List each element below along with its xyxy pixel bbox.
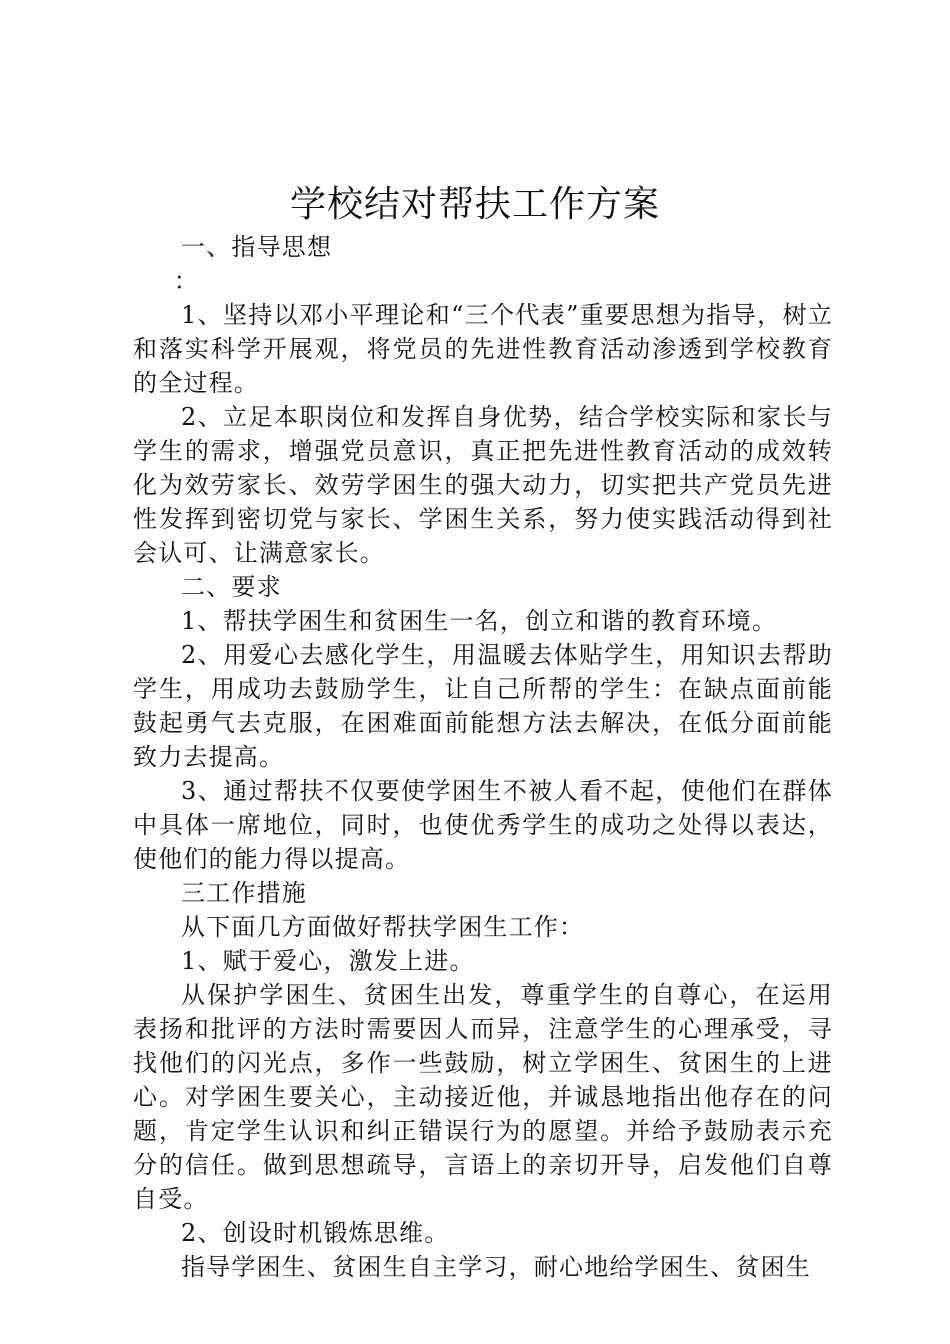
paragraph-item-1: 1、坚持以邓小平理论和“三个代表”重要思想为指导，树立和落实科学开展观，将党员的先进性教育活动渗透到学校教育的全过程。 <box>133 301 833 397</box>
section-heading-guiding-ideology: 一、指导思想 <box>181 233 333 261</box>
measure-heading-2: 2、创设时机锻炼思维。 <box>181 1219 450 1247</box>
measure-paragraph-1: 从保护学困生、贫困生出发，尊重学生的自尊心，在运用表扬和批评的方法时需要因人而异，注意学生的心理承受，寻找他们的闪光点，多作一些鼓励，树立学困生、贫困生的上进心。对学困生要关心，主动接近他，并诚恳地指出他存在的问题，肯定学生认识和纠正错误行为的愿望。并给予鼓励表示充分的信任。做到思想疏导，言语上的亲切开导，启发他们自尊自受。 <box>133 981 833 1213</box>
requirement-item-2: 2、用爱心去感化学生，用温暖去体贴学生，用知识去帮助学生，用成功去鼓励学生，让自己所帮的学生：在缺点面前能鼓起勇气去克服，在困难面前能想方法去解决，在低分面前能致力去提高。 <box>133 641 833 771</box>
measure-paragraph-2: 指导学困生、贫困生自主学习，耐心地给学困生、贫困生 <box>181 1253 811 1281</box>
document-title: 学校结对帮扶工作方案 <box>289 184 660 225</box>
document-body <box>133 230 833 1284</box>
measures-intro: 从下面几方面做好帮扶学困生工作： <box>181 913 585 941</box>
requirement-item-3: 3、通过帮扶不仅要使学困生不被人看不起，使他们在群体中具体一席地位，同时，也使优秀学生的成功之处得以表达，使他们的能力得以提高。 <box>133 777 833 873</box>
measure-heading-1: 1、赋于爱心，激发上进。 <box>181 947 475 975</box>
requirement-item-1: 1、帮扶学困生和贫困生一名，创立和谐的教育环境。 <box>181 607 778 635</box>
colon-line: ： <box>173 267 199 295</box>
paragraph-item-2: 2、立足本职岗位和发挥自身优势，结合学校实际和家长与学生的需求，增强党员意识，真正把先进性教育活动的成效转化为效劳家长、效劳学困生的强大动力，切实把共产党员先进性发挥到密切党与家长、学困生关系，努力使实践活动得到社会认可、让满意家长。 <box>133 403 833 567</box>
section-heading-measures: 三工作措施 <box>181 879 307 907</box>
section-heading-requirements: 二、要求 <box>181 573 282 601</box>
